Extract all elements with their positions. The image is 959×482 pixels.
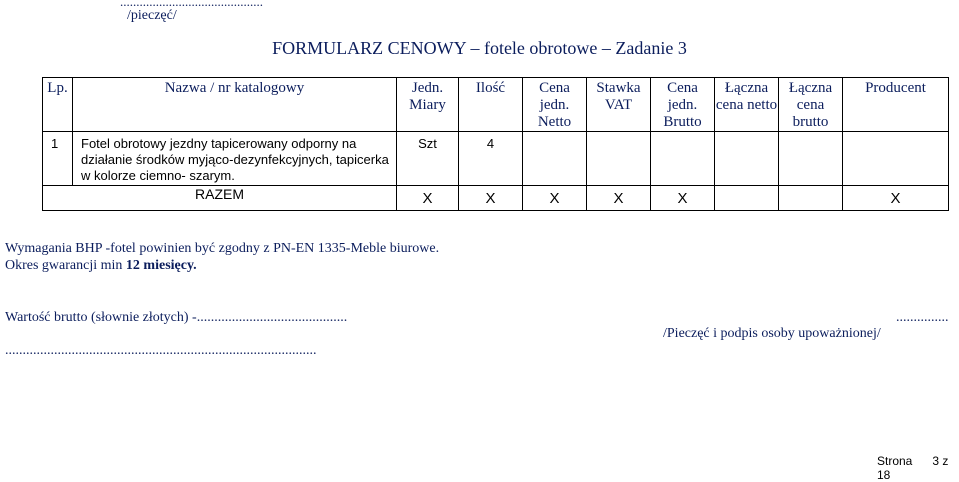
summary-laczna-brutto[interactable] — [779, 186, 843, 211]
warranty-line — [5, 257, 439, 274]
price-table — [42, 77, 949, 211]
warranty-prefix: Okres gwarancji min — [5, 258, 126, 273]
form-title: FORMULARZ CENOWY – fotele obrotowe – Zadanie 3 — [272, 38, 687, 58]
summary-mark-cena-netto: X — [523, 186, 587, 211]
summary-mark-ilosc: X — [459, 186, 523, 211]
stamp-dots: ............................................ — [120, 0, 263, 9]
summary-mark-jm: X — [397, 186, 459, 211]
row-nazwa: Fotel obrotowy jezdny tapicerowany odporny na działanie środków myjąco-dezynfekcyjnych, tapicerka w kolorze ciemno- szarym. — [73, 132, 397, 186]
signature-label: /Pieczęć i podpis osoby upoważnionej/ — [663, 326, 881, 341]
col-ilosc: Ilość — [459, 78, 523, 132]
summary-mark-vat: X — [587, 186, 651, 211]
row-laczna-brutto[interactable] — [779, 132, 843, 186]
stamp-label: /pieczęć/ — [127, 8, 177, 23]
col-producent: Producent — [843, 78, 949, 132]
summary-mark-producent: X — [843, 186, 949, 211]
requirements — [5, 240, 439, 274]
summary-label: RAZEM — [43, 186, 397, 211]
row-lp: 1 — [43, 132, 73, 186]
summary-laczna-netto[interactable] — [715, 186, 779, 211]
gross-value-words: Wartość brutto (słownie złotych) -........................................... — [5, 310, 348, 325]
page-footer — [877, 454, 959, 482]
col-laczna-brutto: Łączna cena brutto — [779, 78, 843, 132]
row-jm: Szt — [397, 132, 459, 186]
page-number: 3 z 18 — [877, 454, 949, 482]
row-cena-brutto[interactable] — [651, 132, 715, 186]
col-cena-brutto: Cena jedn. Brutto — [651, 78, 715, 132]
row-vat[interactable] — [587, 132, 651, 186]
bhp-requirement: Wymagania BHP -fotel powinien być zgodny z PN-EN 1335-Meble biurowe. — [5, 241, 440, 256]
warranty-period: 12 miesięcy. — [125, 258, 197, 273]
row-producent[interactable] — [843, 132, 949, 186]
row-cena-netto[interactable] — [523, 132, 587, 186]
col-laczna-netto: Łączna cena netto — [715, 78, 779, 132]
col-vat: Stawka VAT — [587, 78, 651, 132]
row-ilosc: 4 — [459, 132, 523, 186]
col-cena-netto: Cena jedn. Netto — [523, 78, 587, 132]
gross-value-dots: ......................................................................................... — [5, 343, 317, 358]
col-jm: Jedn. Miary — [397, 78, 459, 132]
signature-dots: ............... — [896, 310, 949, 325]
header-row — [43, 78, 949, 132]
col-nazwa: Nazwa / nr katalogowy — [73, 78, 397, 132]
page-label: Strona — [877, 454, 913, 468]
summary-mark-cena-brutto: X — [651, 186, 715, 211]
summary-row — [43, 186, 949, 211]
col-lp: Lp. — [43, 78, 73, 132]
table-row — [43, 132, 949, 186]
row-laczna-netto[interactable] — [715, 132, 779, 186]
